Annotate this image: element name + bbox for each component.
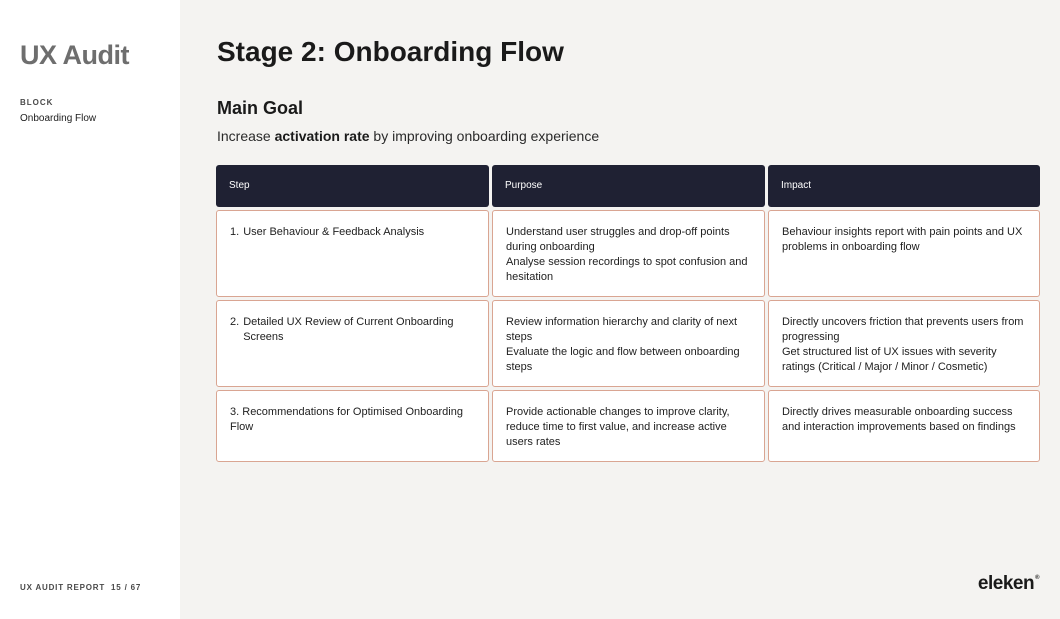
table-cell-step	[216, 210, 489, 297]
goal-highlight: activation rate	[274, 128, 370, 144]
logo-registered-mark: ®	[1035, 575, 1039, 581]
header-step: Step	[216, 165, 489, 207]
impact-line: Get structured list of UX issues with severity ratings (Critical / Major / Minor / Cosmetic)	[782, 346, 997, 373]
purpose-line: Provide actionable changes to improve clarity, reduce time to first value, and increase active users rates	[506, 406, 730, 448]
main-content	[180, 0, 1060, 619]
impact-line: Directly uncovers friction that prevents users from progressing	[782, 316, 1024, 343]
page-number: 15 / 67	[111, 583, 142, 592]
footer-report-label: UX AUDIT REPORT	[20, 583, 106, 592]
table-cell-impact	[768, 300, 1040, 387]
page-title: Stage 2: Onboarding Flow	[217, 36, 564, 67]
brand-title: UX Audit	[20, 40, 129, 70]
step-text: User Behaviour & Feedback Analysis	[243, 226, 425, 238]
purpose-line: Evaluate the logic and flow between onboarding steps	[506, 346, 740, 373]
section-title: Main Goal	[217, 98, 304, 118]
purpose-line: Understand user struggles and drop-off points during onboarding	[506, 226, 730, 253]
stage-table	[216, 165, 1040, 462]
step-text: Detailed UX Review of Current Onboarding Screens	[243, 316, 454, 343]
step-number: 1.	[230, 226, 240, 238]
step-number: 3.	[230, 406, 240, 418]
footer-report	[20, 583, 141, 592]
table-cell-step	[216, 390, 489, 462]
table-cell-purpose	[492, 210, 765, 297]
impact-line: Behaviour insights report with pain points and UX problems in onboarding flow	[782, 226, 1023, 253]
impact-line: Directly drives measurable onboarding success and interaction improvements based on findings	[782, 406, 1016, 433]
header-purpose: Purpose	[492, 165, 765, 207]
sidebar	[0, 0, 180, 619]
step-number: 2.	[230, 316, 240, 328]
table-cell-impact	[768, 210, 1040, 297]
goal-statement	[217, 128, 599, 144]
step-text: Recommendations for Optimised Onboarding Flow	[230, 406, 463, 433]
logo-text: eleken	[977, 573, 1035, 594]
goal-suffix: by improving onboarding experience	[369, 128, 600, 144]
table-cell-purpose	[492, 300, 765, 387]
purpose-line: Analyse session recordings to spot confusion and hesitation	[506, 256, 748, 283]
block-label: BLOCK	[20, 98, 54, 107]
table-cell-purpose	[492, 390, 765, 462]
eleken-logo	[978, 573, 1039, 595]
purpose-line: Review information hierarchy and clarity of next steps	[506, 316, 738, 343]
table-cell-step	[216, 300, 489, 387]
block-value: Onboarding Flow	[20, 113, 97, 124]
goal-prefix: Increase	[217, 128, 275, 144]
header-impact: Impact	[768, 165, 1040, 207]
table-cell-impact	[768, 390, 1040, 462]
